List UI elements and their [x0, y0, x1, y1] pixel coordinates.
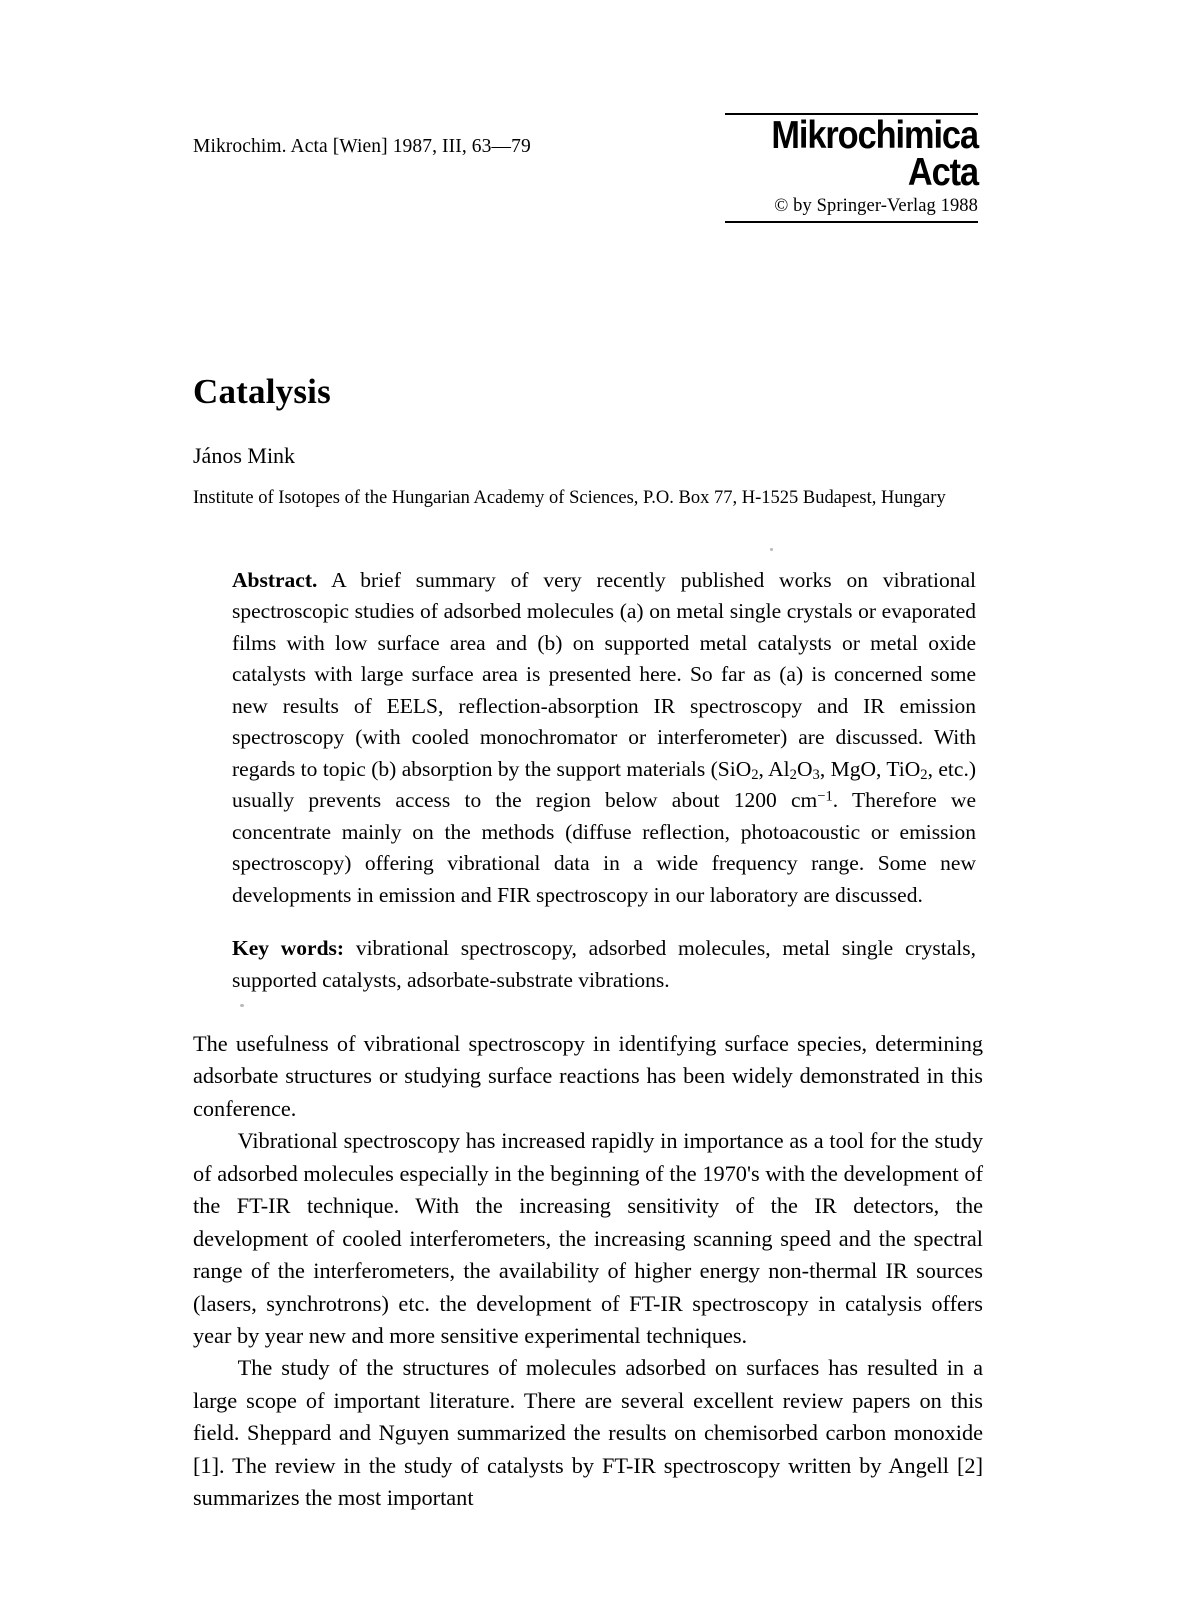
journal-name-line1: Mikrochimica: [771, 114, 978, 157]
abstract-text-3: O: [796, 756, 813, 781]
author-name: János Mink: [193, 443, 296, 468]
body-paragraph-3: The study of the structures of molecules adsorbed on surfaces has resulted in a large scope of important literature. There are several excellent review papers on this field. Sheppard and Nguyen summarized the results on chemisorbed carbon monoxide [1]. The review in the study of catalysts by FT-IR spectroscopy written by Angell [2] summarizes the most important: [193, 1355, 983, 1511]
abstract-text-4: , MgO, TiO: [819, 756, 921, 781]
scan-speck: [240, 1004, 244, 1007]
keywords-text: vibrational spectroscopy, adsorbed molecules, metal single crystals, supported catalysts, adsorbate-substrate vibrations.: [232, 936, 976, 992]
journal-name: [755, 114, 978, 195]
journal-name-line2: Acta: [907, 151, 978, 195]
author-affiliation: Institute of Isotopes of the Hungarian Academy of Sciences, P.O. Box 77, H-1525 Budapest, Hungary: [193, 488, 946, 508]
body-paragraph-2: Vibrational spectroscopy has increased rapidly in importance as a tool for the study of adsorbed molecules especially in the beginning of the 1970's with the development of the FT-IR technique. With the increasing sensitivity of the IR detectors, the development of cooled interferometers, the increasing scanning speed and the spectral range of the interferometers, the availability of higher energy non-thermal IR sources (lasers, synchrotrons) etc. the development of FT-IR spectroscopy in catalysis offers year by year new and more sensitive experimental techniques.: [193, 1128, 983, 1348]
keywords-label: Key words:: [232, 936, 345, 961]
abstract-paragraph: [232, 565, 976, 911]
abstract-subscript-3: 3: [812, 767, 820, 784]
running-head: Mikrochim. Acta [Wien] 1987, III, 63—79: [193, 136, 531, 157]
abstract-text-1: A brief summary of very recently published works on vibrational spectroscopic studies of adsorbed molecules (a) on metal single crystals or evaporated films with low surface area and (b) on supported metal catalysts or metal oxide catalysts with large surface area is presented here. So far as (a) is concerned some new results of EELS, reflection-absorption IR spectroscopy and IR emission spectroscopy (with cooled monochromator or interferometer) are discussed. With regards to topic (b) absorption by the support materials (SiO: [232, 568, 976, 781]
abstract-text-2: , Al: [758, 756, 790, 781]
abstract-section: [232, 565, 976, 996]
abstract-label: Abstract.: [232, 568, 318, 592]
copyright-line: © by Springer-Verlag 1988: [774, 195, 978, 216]
abstract-text-6: . Therefore we concentrate mainly on the methods (diffuse reflection, photoacoustic or emission spectroscopy) offering vibrational data in a wide frequency range. Some new developments in emission and FIR spectroscopy in our laboratory are discussed.: [232, 788, 976, 907]
abstract-text-5: , etc.) usually prevents access to the region below about 1200 cm: [232, 756, 976, 813]
keywords-paragraph: [232, 933, 976, 996]
body-section: [193, 1028, 983, 1515]
abstract-subscript-4: 2: [920, 767, 928, 784]
masthead-rule-bottom: [725, 221, 978, 223]
journal-masthead: [725, 113, 978, 223]
abstract-subscript-1: 2: [751, 767, 759, 784]
article-title: Catalysis: [193, 372, 331, 412]
abstract-subscript-2: 2: [789, 767, 797, 784]
abstract-superscript-1: −1: [817, 788, 833, 805]
body-paragraph-1: The usefulness of vibrational spectroscopy in identifying surface species, determining adsorbate structures or studying surface reactions has been widely demonstrated in this conference.: [193, 1031, 983, 1121]
scan-speck: [770, 548, 773, 551]
